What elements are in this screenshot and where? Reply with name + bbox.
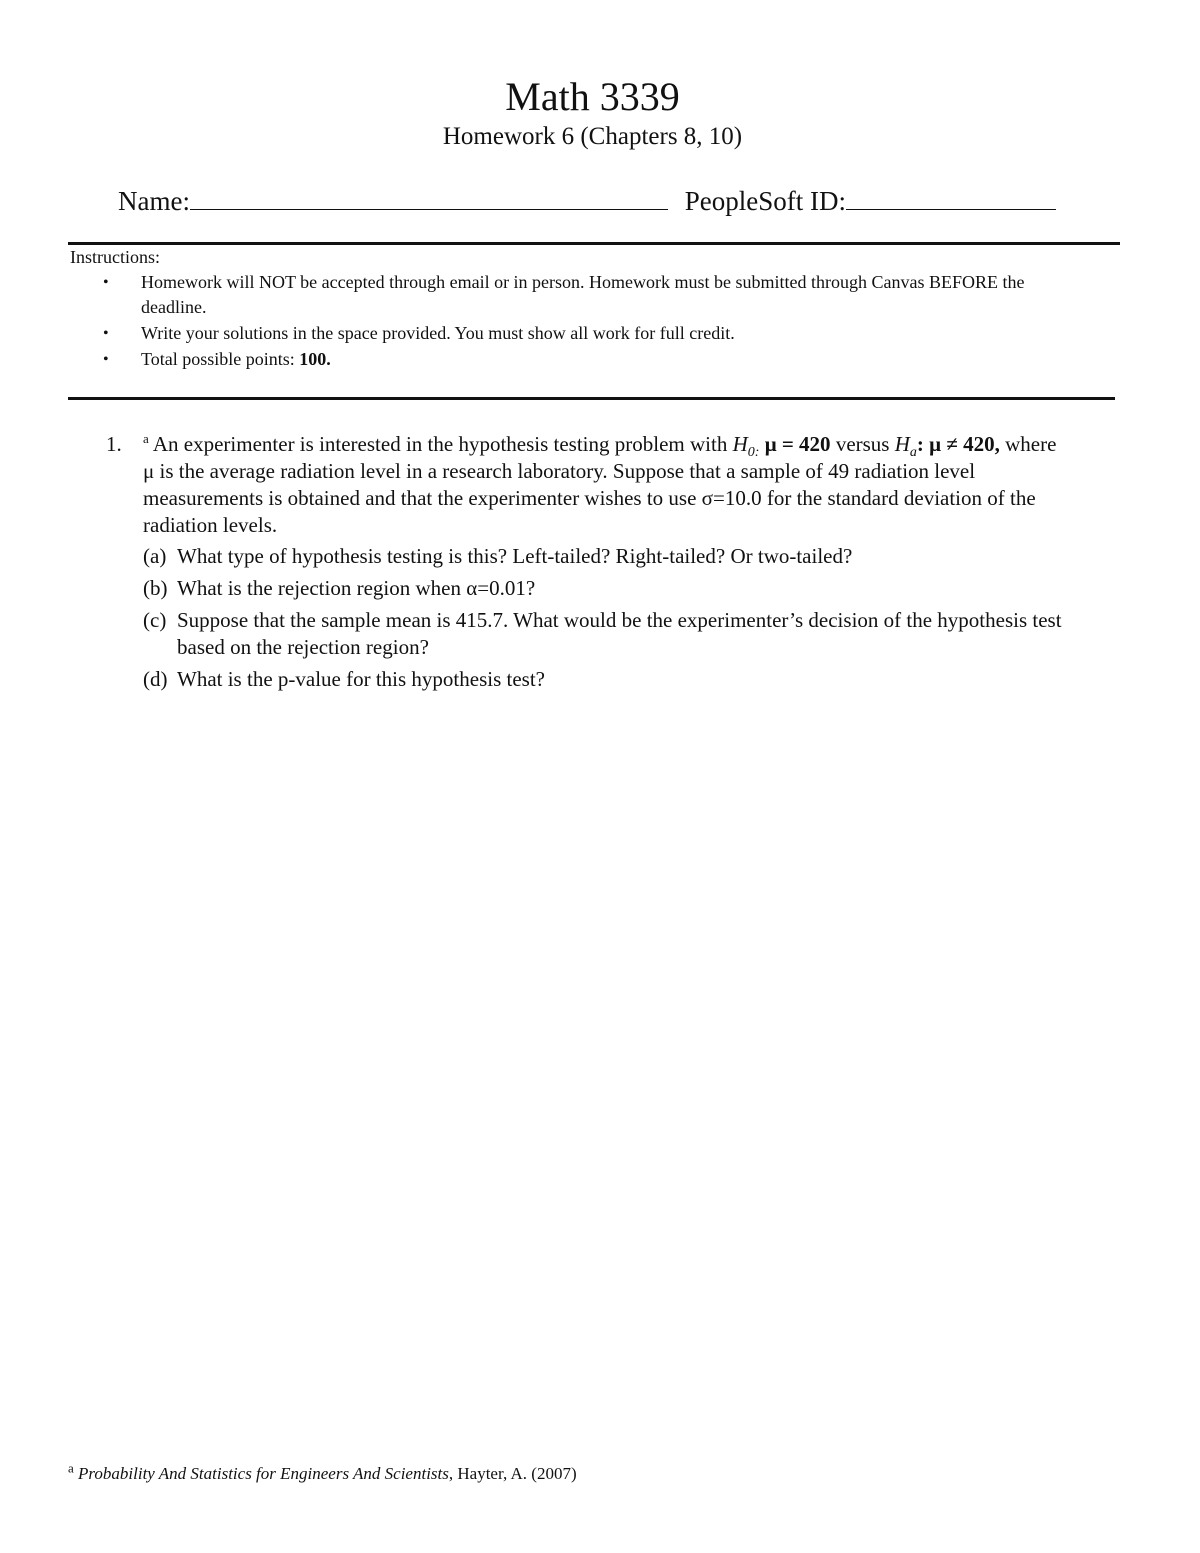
bullet-icon: • xyxy=(103,274,109,291)
part-label: (b) xyxy=(143,576,168,600)
part-text: Suppose that the sample mean is 415.7. What would be the experimenter’s decision of the hypothesis test based on the rejection region? xyxy=(177,608,1062,659)
instruction-item xyxy=(103,321,1093,346)
bottom-divider xyxy=(68,397,1115,400)
alt-hypothesis-value: : μ ≠ 420, xyxy=(916,432,1000,456)
problem-statement xyxy=(143,431,1066,539)
peoplesoft-id-blank xyxy=(846,185,1056,210)
instruction-item xyxy=(103,270,1093,320)
alt-hypothesis-symbol: H xyxy=(894,432,910,456)
points-prefix: Total possible points: xyxy=(141,349,300,369)
null-hypothesis-subscript: 0: xyxy=(747,445,760,461)
part-label: (d) xyxy=(143,667,168,691)
problem-number: 1. xyxy=(106,432,122,456)
footnote-citation: , Hayter, A. (2007) xyxy=(448,1464,577,1483)
bullet-icon: • xyxy=(103,325,109,342)
part-label: (c) xyxy=(143,608,167,632)
problem-part xyxy=(143,575,1066,602)
points-value: 100. xyxy=(299,349,331,369)
problem-text: An experimenter is interested in the hypothesis testing problem with xyxy=(148,432,733,456)
instruction-text: Homework will NOT be accepted through email or in person. Homework must be submitted through Canvas BEFORE the deadline. xyxy=(141,272,1025,317)
document-subtitle: Homework 6 (Chapters 8, 10) xyxy=(442,123,743,150)
footnote-marker: a xyxy=(68,1460,74,1476)
instruction-text: Write your solutions in the space provided. You must show all work for full credit. xyxy=(141,323,735,343)
problem-part xyxy=(143,607,1066,661)
name-blank xyxy=(190,185,668,210)
problem-part xyxy=(143,666,1066,693)
part-text: What type of hypothesis testing is this? Left-tailed? Right-tailed? Or two-tailed? xyxy=(177,544,853,568)
instructions-label: Instructions: xyxy=(70,247,160,267)
null-hypothesis-symbol: H xyxy=(732,432,748,456)
name-id-row xyxy=(118,184,1056,218)
problem-part xyxy=(143,543,1066,570)
name-label: Name: xyxy=(118,186,190,216)
footnote-marker: a xyxy=(143,431,149,446)
top-divider xyxy=(68,242,1120,245)
part-text: What is the p-value for this hypothesis test? xyxy=(177,667,546,691)
instructions-list xyxy=(103,270,1093,373)
bullet-icon: • xyxy=(103,351,109,368)
problem-text: versus xyxy=(830,432,895,456)
footnote-book-title: Probability And Statistics for Engineers And Scientists xyxy=(78,1464,449,1483)
part-label: (a) xyxy=(143,544,167,568)
problem-1 xyxy=(106,431,1066,698)
footnote xyxy=(68,1460,577,1485)
peoplesoft-id-label: PeopleSoft ID: xyxy=(684,186,846,216)
problem-parts xyxy=(143,543,1066,693)
part-text: What is the rejection region when α=0.01? xyxy=(177,576,536,600)
alt-hypothesis-subscript: a xyxy=(909,445,917,461)
document-title: Math 3339 xyxy=(505,74,680,119)
problem-text: where μ is the average radiation level in a research laboratory. Suppose that a sample of 49 radiation level measurements is obtained and that the experimenter wishes to use σ=10.0 for the standard deviation of the radiation levels. xyxy=(143,432,1057,537)
instruction-item xyxy=(103,347,1093,372)
null-hypothesis-value: μ = 420 xyxy=(759,432,831,456)
